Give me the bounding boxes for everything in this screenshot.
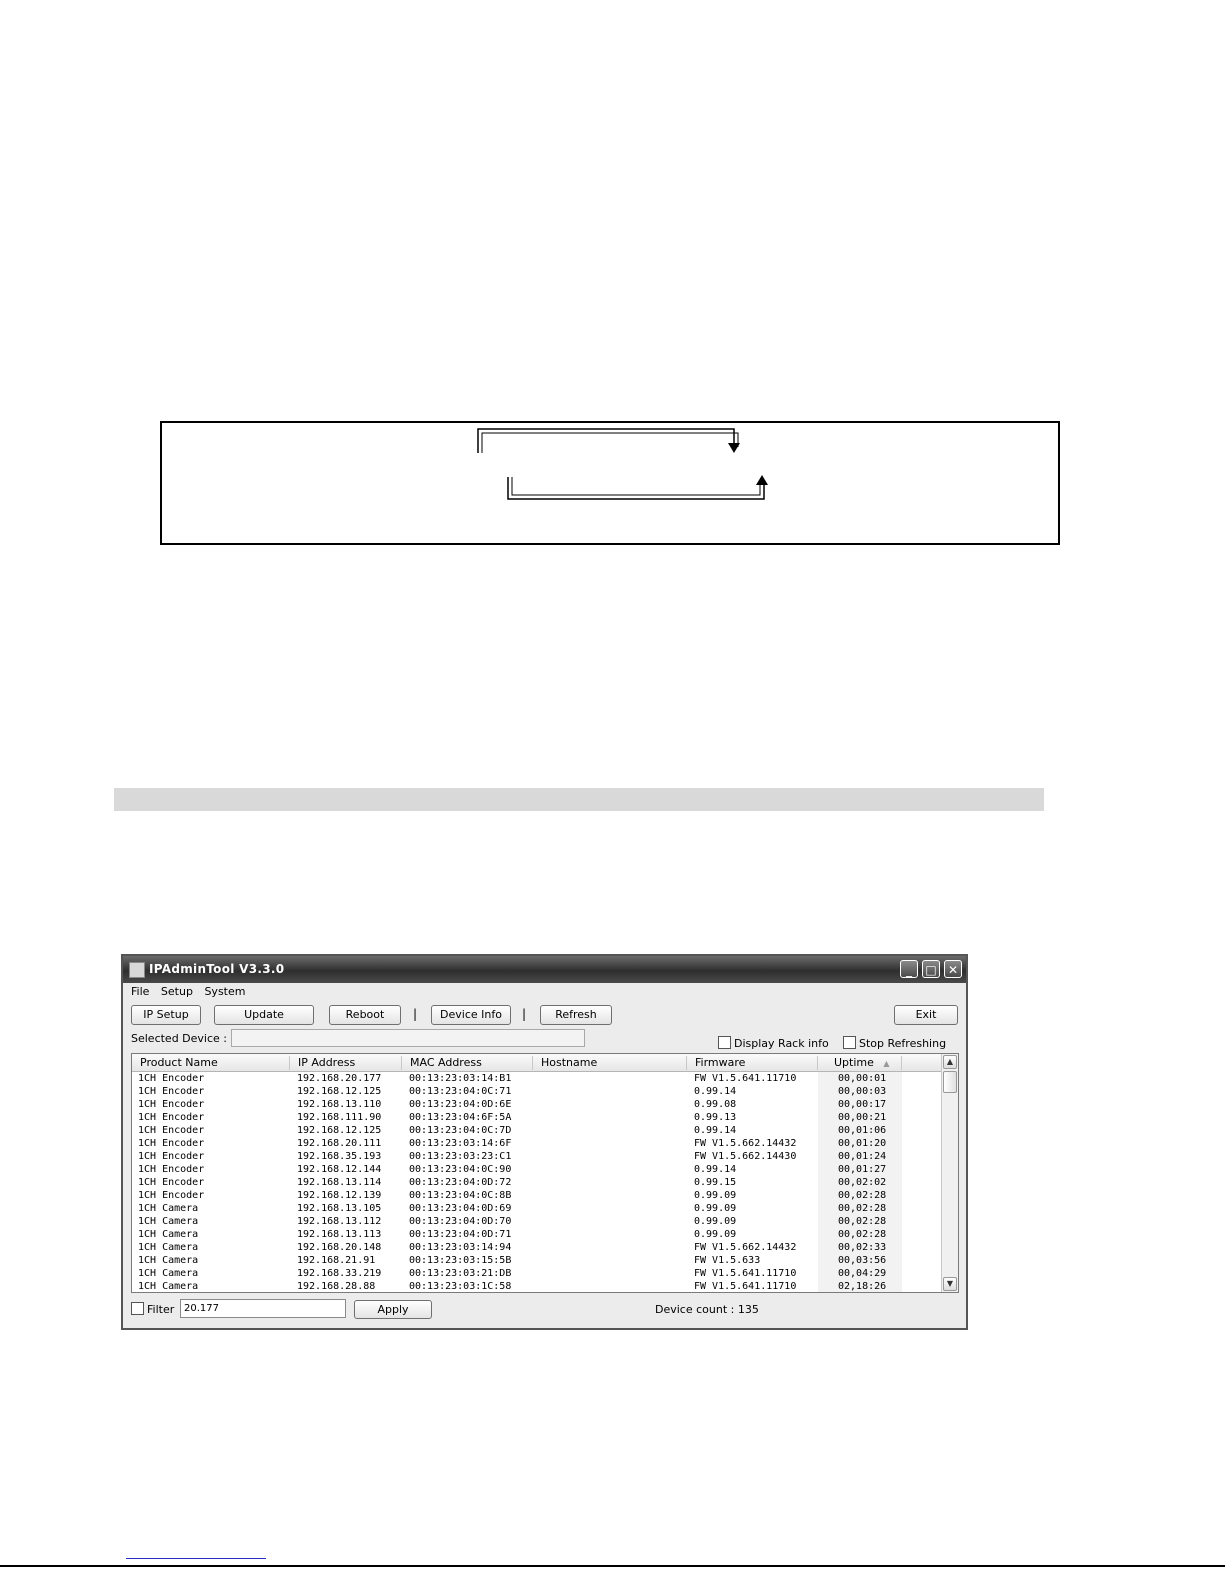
footer-link-underline bbox=[126, 1558, 266, 1559]
cell-ip-address: 192.168.21.91 bbox=[297, 1255, 376, 1266]
table-row[interactable] bbox=[132, 1098, 941, 1111]
cell-ip-address: 192.168.35.193 bbox=[297, 1151, 382, 1162]
cell-firmware: 0.99.14 bbox=[694, 1086, 737, 1097]
update-button[interactable]: Update bbox=[214, 1005, 314, 1025]
cell-product-name: 1CH Encoder bbox=[138, 1190, 205, 1201]
cell-firmware: FW V1.5.662.14432 bbox=[694, 1242, 797, 1253]
cell-firmware: FW V1.5.641.11710 bbox=[694, 1281, 797, 1292]
cell-firmware: 0.99.13 bbox=[694, 1112, 737, 1123]
close-button[interactable]: ✕ bbox=[944, 960, 962, 978]
toolbar-separator: | bbox=[413, 1007, 418, 1021]
cell-ip-address: 192.168.12.139 bbox=[297, 1190, 382, 1201]
cell-mac-address: 00:13:23:03:14:B1 bbox=[409, 1073, 512, 1084]
footer-rule bbox=[0, 1565, 1225, 1567]
cell-firmware: FW V1.5.641.11710 bbox=[694, 1268, 797, 1279]
cell-uptime: 02,18:26 bbox=[838, 1281, 887, 1292]
cell-product-name: 1CH Encoder bbox=[138, 1138, 205, 1149]
cell-uptime: 00,02:02 bbox=[838, 1177, 887, 1188]
table-row[interactable] bbox=[132, 1215, 941, 1228]
cell-product-name: 1CH Encoder bbox=[138, 1125, 205, 1136]
table-row[interactable] bbox=[132, 1228, 941, 1241]
cell-uptime: 00,01:27 bbox=[838, 1164, 887, 1175]
table-row[interactable] bbox=[132, 1202, 941, 1215]
refresh-button[interactable]: Refresh bbox=[540, 1005, 612, 1025]
cell-mac-address: 00:13:23:04:0C:8B bbox=[409, 1190, 512, 1201]
menu-setup[interactable]: Setup bbox=[160, 985, 193, 998]
cell-product-name: 1CH Encoder bbox=[138, 1099, 205, 1110]
table-row[interactable] bbox=[132, 1085, 941, 1098]
menu-file[interactable]: File bbox=[131, 985, 150, 998]
list-header bbox=[132, 1054, 941, 1072]
cell-ip-address: 192.168.13.113 bbox=[297, 1229, 382, 1240]
filter-label: Filter bbox=[147, 1303, 175, 1316]
cell-uptime: 00,02:28 bbox=[838, 1229, 887, 1240]
maximize-button[interactable]: □ bbox=[922, 960, 940, 978]
apply-button[interactable]: Apply bbox=[354, 1300, 432, 1319]
device-list[interactable] bbox=[131, 1053, 959, 1293]
cell-uptime: 00,00:03 bbox=[838, 1086, 887, 1097]
table-row[interactable] bbox=[132, 1137, 941, 1150]
cell-uptime: 00,04:29 bbox=[838, 1268, 887, 1279]
display-rack-info-option[interactable] bbox=[718, 1036, 829, 1050]
cell-mac-address: 00:13:23:04:0C:71 bbox=[409, 1086, 512, 1097]
cell-product-name: 1CH Camera bbox=[138, 1229, 199, 1240]
cell-mac-address: 00:13:23:04:0C:7D bbox=[409, 1125, 512, 1136]
cell-firmware: 0.99.09 bbox=[694, 1203, 737, 1214]
minimize-button[interactable]: _ bbox=[900, 960, 918, 978]
column-header-product-name[interactable]: Product Name bbox=[132, 1056, 290, 1070]
table-row[interactable] bbox=[132, 1280, 941, 1293]
table-row[interactable] bbox=[132, 1163, 941, 1176]
cell-product-name: 1CH Camera bbox=[138, 1203, 199, 1214]
cell-product-name: 1CH Encoder bbox=[138, 1164, 205, 1175]
table-row[interactable] bbox=[132, 1189, 941, 1202]
cell-firmware: FW V1.5.633 bbox=[694, 1255, 761, 1266]
scroll-up-button[interactable]: ▲ bbox=[943, 1055, 957, 1069]
flow-arrows-diagram bbox=[162, 423, 1058, 543]
column-header-uptime[interactable] bbox=[818, 1056, 902, 1070]
cell-firmware: 0.99.09 bbox=[694, 1190, 737, 1201]
cell-product-name: 1CH Encoder bbox=[138, 1112, 205, 1123]
stop-refreshing-checkbox[interactable] bbox=[843, 1036, 856, 1049]
ipadmintool-window bbox=[121, 954, 968, 1330]
cell-ip-address: 192.168.20.148 bbox=[297, 1242, 382, 1253]
title-bar[interactable] bbox=[123, 956, 966, 983]
cell-mac-address: 00:13:23:04:0D:69 bbox=[409, 1203, 512, 1214]
cell-ip-address: 192.168.13.105 bbox=[297, 1203, 382, 1214]
cell-mac-address: 00:13:23:03:1C:58 bbox=[409, 1281, 512, 1292]
table-row[interactable] bbox=[132, 1241, 941, 1254]
cell-firmware: FW V1.5.662.14430 bbox=[694, 1151, 797, 1162]
cell-product-name: 1CH Camera bbox=[138, 1268, 199, 1279]
cell-mac-address: 00:13:23:04:0D:71 bbox=[409, 1229, 512, 1240]
cell-uptime: 00,01:06 bbox=[838, 1125, 887, 1136]
device-info-button[interactable]: Device Info bbox=[431, 1005, 511, 1025]
column-header-mac-address[interactable]: MAC Address bbox=[402, 1056, 533, 1070]
cell-mac-address: 00:13:23:03:14:6F bbox=[409, 1138, 512, 1149]
cell-uptime: 00,00:21 bbox=[838, 1112, 887, 1123]
scroll-thumb[interactable] bbox=[943, 1071, 957, 1093]
cell-firmware: 0.99.09 bbox=[694, 1216, 737, 1227]
sort-ascending-icon: ▲ bbox=[883, 1059, 890, 1068]
exit-button[interactable]: Exit bbox=[894, 1005, 958, 1025]
cell-uptime: 00,02:28 bbox=[838, 1216, 887, 1227]
menu-system[interactable]: System bbox=[204, 985, 246, 998]
filter-option[interactable] bbox=[131, 1302, 174, 1316]
cell-product-name: 1CH Encoder bbox=[138, 1177, 205, 1188]
cell-firmware: 0.99.15 bbox=[694, 1177, 737, 1188]
display-rack-info-checkbox[interactable] bbox=[718, 1036, 731, 1049]
cell-firmware: FW V1.5.662.14432 bbox=[694, 1138, 797, 1149]
diagram-frame bbox=[160, 421, 1060, 545]
cell-mac-address: 00:13:23:04:0D:72 bbox=[409, 1177, 512, 1188]
cell-product-name: 1CH Encoder bbox=[138, 1086, 205, 1097]
column-header-uptime-label: Uptime bbox=[834, 1056, 874, 1069]
cell-firmware: 0.99.14 bbox=[694, 1164, 737, 1175]
cell-uptime: 00,02:28 bbox=[838, 1190, 887, 1201]
cell-uptime: 00,03:56 bbox=[838, 1255, 887, 1266]
table-row[interactable] bbox=[132, 1176, 941, 1189]
cell-ip-address: 192.168.13.114 bbox=[297, 1177, 382, 1188]
cell-uptime: 00,01:24 bbox=[838, 1151, 887, 1162]
cell-uptime: 00,00:01 bbox=[838, 1073, 887, 1084]
filter-input[interactable]: 20.177 bbox=[180, 1299, 346, 1318]
table-row[interactable] bbox=[132, 1150, 941, 1163]
cell-ip-address: 192.168.28.88 bbox=[297, 1281, 376, 1292]
cell-uptime: 00,01:20 bbox=[838, 1138, 887, 1149]
cell-ip-address: 192.168.33.219 bbox=[297, 1268, 382, 1279]
cell-uptime: 00,02:33 bbox=[838, 1242, 887, 1253]
cell-product-name: 1CH Camera bbox=[138, 1216, 199, 1227]
cell-firmware: 0.99.09 bbox=[694, 1229, 737, 1240]
display-rack-info-label: Display Rack info bbox=[734, 1037, 829, 1050]
cell-ip-address: 192.168.13.110 bbox=[297, 1099, 382, 1110]
toolbar-separator: | bbox=[522, 1007, 527, 1021]
scroll-down-button[interactable]: ▼ bbox=[943, 1277, 957, 1291]
column-header-ip-address[interactable]: IP Address bbox=[290, 1056, 402, 1070]
cell-mac-address: 00:13:23:04:0D:6E bbox=[409, 1099, 512, 1110]
cell-product-name: 1CH Camera bbox=[138, 1242, 199, 1253]
cell-ip-address: 192.168.20.111 bbox=[297, 1138, 382, 1149]
cell-product-name: 1CH Camera bbox=[138, 1281, 199, 1292]
cell-ip-address: 192.168.12.144 bbox=[297, 1164, 382, 1175]
cell-firmware: FW V1.5.641.11710 bbox=[694, 1073, 797, 1084]
cell-mac-address: 00:13:23:03:15:5B bbox=[409, 1255, 512, 1266]
filter-checkbox[interactable] bbox=[131, 1302, 144, 1315]
cell-firmware: 0.99.14 bbox=[694, 1125, 737, 1136]
cell-mac-address: 00:13:23:03:21:DB bbox=[409, 1268, 512, 1279]
cell-ip-address: 192.168.111.90 bbox=[297, 1112, 382, 1123]
cell-firmware: 0.99.08 bbox=[694, 1099, 737, 1110]
table-row[interactable] bbox=[132, 1267, 941, 1280]
table-row[interactable] bbox=[132, 1072, 941, 1085]
stop-refreshing-label: Stop Refreshing bbox=[859, 1037, 947, 1050]
selected-device-field bbox=[231, 1029, 585, 1047]
vertical-scrollbar[interactable] bbox=[941, 1054, 958, 1292]
reboot-button[interactable]: Reboot bbox=[329, 1005, 401, 1025]
device-count: Device count : 135 bbox=[655, 1303, 759, 1316]
cell-mac-address: 00:13:23:03:23:C1 bbox=[409, 1151, 512, 1162]
cell-mac-address: 00:13:23:04:6F:5A bbox=[409, 1112, 512, 1123]
table-row[interactable] bbox=[132, 1111, 941, 1124]
section-bar bbox=[114, 788, 1044, 811]
cell-mac-address: 00:13:23:03:14:94 bbox=[409, 1242, 512, 1253]
cell-product-name: 1CH Encoder bbox=[138, 1073, 205, 1084]
cell-ip-address: 192.168.12.125 bbox=[297, 1125, 382, 1136]
cell-mac-address: 00:13:23:04:0D:70 bbox=[409, 1216, 512, 1227]
window-title: IPAdminTool V3.3.0 bbox=[149, 962, 285, 976]
app-icon bbox=[129, 962, 145, 978]
column-header-hostname[interactable]: Hostname bbox=[533, 1056, 687, 1070]
table-row[interactable] bbox=[132, 1254, 941, 1267]
column-header-firmware[interactable]: Firmware bbox=[687, 1056, 818, 1070]
selected-device-label: Selected Device : bbox=[131, 1032, 228, 1045]
stop-refreshing-option[interactable] bbox=[843, 1036, 946, 1050]
table-row[interactable] bbox=[132, 1124, 941, 1137]
cell-ip-address: 192.168.12.125 bbox=[297, 1086, 382, 1097]
cell-ip-address: 192.168.13.112 bbox=[297, 1216, 382, 1227]
cell-product-name: 1CH Encoder bbox=[138, 1151, 205, 1162]
cell-uptime: 00,02:28 bbox=[838, 1203, 887, 1214]
ip-setup-button[interactable]: IP Setup bbox=[131, 1005, 201, 1025]
menu-bar bbox=[131, 985, 253, 1001]
device-rows bbox=[132, 1072, 941, 1292]
cell-uptime: 00,00:17 bbox=[838, 1099, 887, 1110]
cell-mac-address: 00:13:23:04:0C:90 bbox=[409, 1164, 512, 1175]
cell-ip-address: 192.168.20.177 bbox=[297, 1073, 382, 1084]
cell-product-name: 1CH Camera bbox=[138, 1255, 199, 1266]
